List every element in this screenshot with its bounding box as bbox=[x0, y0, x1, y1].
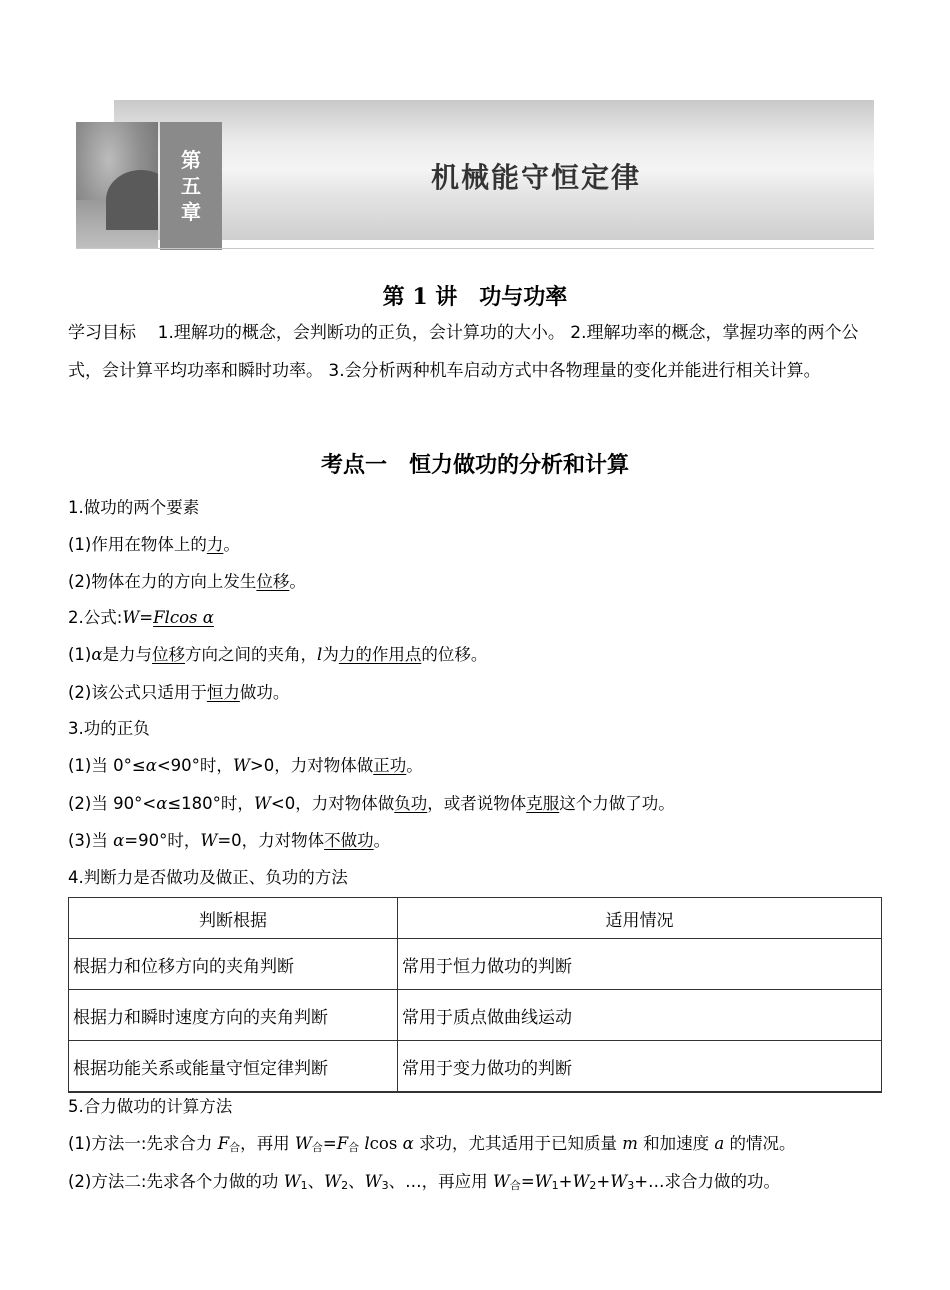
table-cell: 常用于质点做曲线运动 bbox=[398, 990, 882, 1041]
item-1-1: (1)作用在物体上的力。 bbox=[68, 535, 240, 554]
coast-photo bbox=[76, 122, 158, 248]
objectives-label: 学习目标 bbox=[68, 323, 136, 343]
chapter-tab bbox=[160, 122, 222, 250]
table-header: 判断根据 bbox=[69, 898, 398, 939]
item-3-2: (2)当 90°<α≤180°时，W<0，力对物体做负功，或者说物体克服这个力做了功。 bbox=[68, 794, 675, 813]
chapter-char: 五 bbox=[181, 174, 201, 198]
chapter-banner bbox=[76, 100, 874, 250]
chapter-char: 章 bbox=[181, 200, 201, 224]
objectives-text: 1.理解功的概念，会判断功的正负，会计算功的大小。 2.理解功率的概念，掌握功率的两个公式，会计算平均功率和瞬时功率。 3.会分析两种机车启动方式中各物理量的变化并能进行相关计算。 bbox=[68, 323, 859, 381]
banner-divider bbox=[76, 248, 874, 249]
item-3-3: (3)当 α=90°时，W=0，力对物体不做功。 bbox=[68, 831, 391, 850]
item-3-1: (1)当 0°≤α<90°时，W>0，力对物体做正功。 bbox=[68, 756, 423, 775]
heading-3: 3.功的正负 bbox=[68, 719, 150, 738]
table-row bbox=[69, 1041, 882, 1093]
heading-4: 4.判断力是否做功及做正、负功的方法 bbox=[68, 868, 348, 887]
table-row bbox=[69, 990, 882, 1041]
item-5-1: (1)方法一:先求合力 F合，再用 W合=F合 lcos α 求功，尤其适用于已知质量 m 和加速度 a 的情况。 bbox=[68, 1134, 796, 1154]
item-5-2: (2)方法二:先求各个力做的功 W1、W2、W3、…，再应用 W合=W1+W2+W3+…求合力做的功。 bbox=[68, 1172, 781, 1192]
chapter-title: 机械能守恒定律 bbox=[431, 161, 642, 194]
table-row bbox=[69, 939, 882, 990]
lesson-title: 第 1 讲 功与功率 bbox=[382, 284, 568, 310]
learning-objectives bbox=[68, 314, 882, 390]
table-header: 适用情况 bbox=[398, 898, 882, 939]
item-2-2: (2)该公式只适用于恒力做功。 bbox=[68, 683, 290, 702]
section-title: 考点一 恒力做功的分析和计算 bbox=[320, 453, 629, 478]
item-1-2: (2)物体在力的方向上发生位移。 bbox=[68, 572, 306, 591]
table-cell: 根据力和位移方向的夹角判断 bbox=[69, 939, 398, 990]
method-table bbox=[68, 897, 882, 1093]
table-cell: 根据功能关系或能量守恒定律判断 bbox=[69, 1041, 398, 1093]
table-cell: 常用于恒力做功的判断 bbox=[398, 939, 882, 990]
table-header-row bbox=[69, 898, 882, 939]
heading-1: 1.做功的两个要素 bbox=[68, 498, 200, 517]
table-cell: 常用于变力做功的判断 bbox=[398, 1041, 882, 1093]
heading-5: 5.合力做功的计算方法 bbox=[68, 1097, 233, 1116]
chapter-char: 第 bbox=[181, 148, 201, 172]
heading-2: 2.公式:W=Flcos α bbox=[68, 608, 214, 627]
item-2-1: (1)α是力与位移方向之间的夹角，l为力的作用点的位移。 bbox=[68, 645, 488, 664]
table-cell: 根据力和瞬时速度方向的夹角判断 bbox=[69, 990, 398, 1041]
